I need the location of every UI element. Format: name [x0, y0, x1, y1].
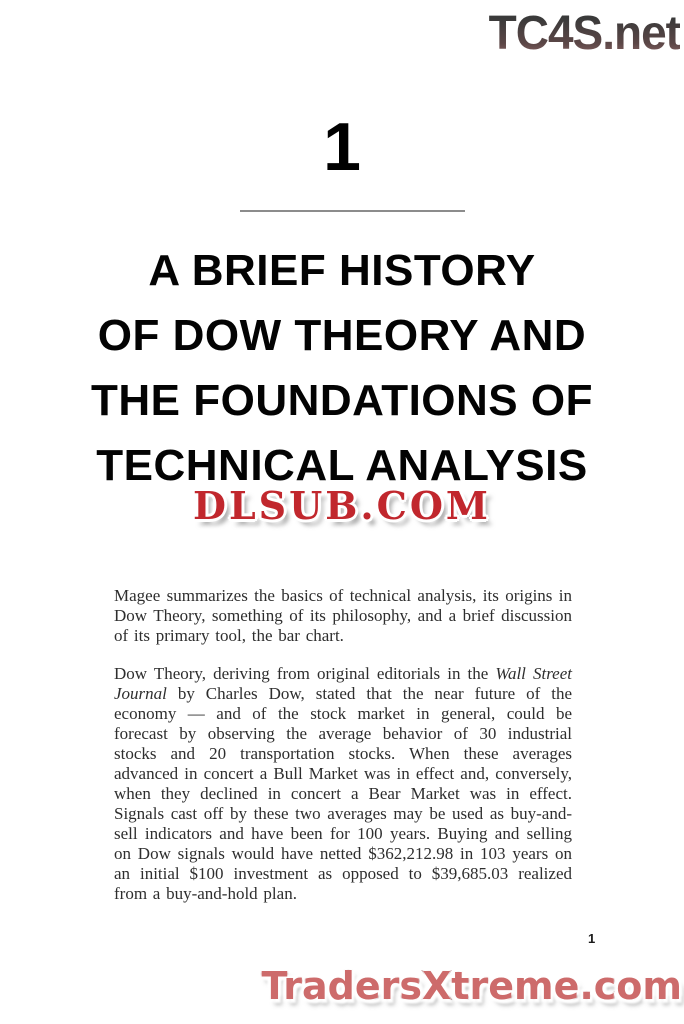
chapter-title-line: A BRIEF HISTORY	[148, 246, 536, 295]
watermark-tradersxtreme: TradersXtreme.com	[261, 964, 682, 1008]
paragraph-dow-theory-post: by Charles Dow, stated that the near future of the economy — and of the stock market in general, could be forecast by observing the average behavior of 30 industrial stocks and 20 transportation stocks. When these averages advanced in concert a Bull Market was in effect and, conversely, when they declined in concert a Bear Market was in effect. Signals cast off by these two averages may be used as buy-and-sell indicators and have been for 100 years. Buying and selling on Dow signals would have netted $362,212.98 in 103 years on an initial $100 investment as opposed to $39,685.03 realized from a buy-and-hold plan.	[114, 684, 572, 903]
italic-phrase-wall-street-journal: Wall Street Journal	[114, 664, 572, 703]
chapter-number: 1	[323, 109, 361, 185]
chapter-title	[0, 238, 684, 498]
chapter-title-line: THE FOUNDATIONS OF	[91, 376, 593, 425]
chapter-title-line: OF DOW THEORY AND	[97, 311, 587, 360]
chapter-title-line: TECHNICAL ANALYSIS	[96, 441, 588, 490]
paragraph-dow-theory-pre: Dow Theory, deriving from original editorials in the	[114, 664, 496, 683]
watermark-dlsub: DLSUB.COM	[192, 483, 491, 528]
body-text	[114, 586, 572, 904]
paragraph-summary: Magee summarizes the basics of technical analysis, its origins in Dow Theory, something of its philosophy, and a brief discussion of its primary tool, the bar chart.	[114, 586, 572, 645]
page-number: 1	[588, 931, 596, 946]
title-divider	[240, 210, 465, 212]
paragraph-dow-theory	[114, 664, 572, 904]
watermark-tc4s: TC4S.net	[488, 5, 680, 60]
